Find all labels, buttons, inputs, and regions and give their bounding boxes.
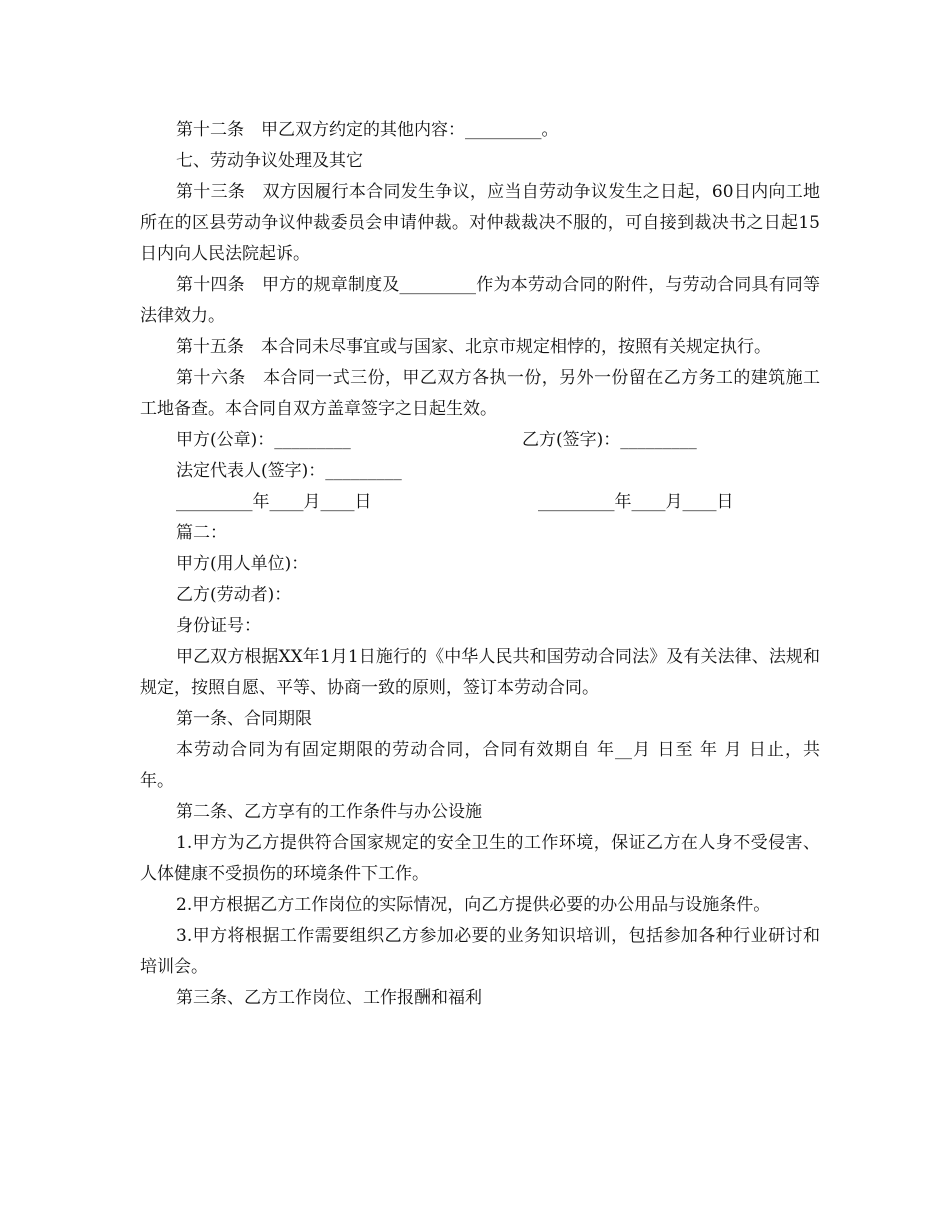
article-2-heading: 第二条、乙方享有的工作条件与办公设施 bbox=[176, 802, 482, 822]
article-1-heading: 第一条、合同期限 bbox=[176, 709, 312, 729]
date-right: _________年____月____日 bbox=[538, 492, 734, 512]
party-b-signature: 乙方(签字)：_________ bbox=[522, 430, 697, 450]
article-2-item-2: 2.甲方根据乙方工作岗位的实际情况，向乙方提供必要的办公用品与设施条件。 bbox=[176, 895, 771, 915]
article-1-text: 本劳动合同为有固定期限的劳动合同，合同有效期自 年__月 日至 年 月 日止，共 年。 bbox=[140, 740, 826, 791]
signature-row-legal-rep bbox=[140, 456, 820, 487]
signature-row-dates bbox=[140, 487, 820, 518]
date-left: _________年____月____日 bbox=[176, 492, 372, 512]
clause-12: 第十二条 甲乙双方约定的其他内容：_________。 bbox=[176, 120, 559, 140]
preamble: 甲乙双方根据XX年1月1日施行的《中华人民共和国劳动合同法》及有关法律、法规和规定，按照自愿、平等、协商一致的原则，签订本劳动合同。 bbox=[140, 647, 820, 698]
clause-13: 第十三条 双方因履行本合同发生争议，应当自劳动争议发生之日起，60日内向工地所在的区县劳动争议仲裁委员会申请仲裁。对仲裁裁决不服的，可自接到裁决书之日起15日内向人民法院起诉。 bbox=[140, 182, 820, 264]
clause-15: 第十五条 本合同未尽事宜或与国家、北京市规定相悖的，按照有关规定执行。 bbox=[176, 337, 771, 357]
article-2-item-1: 1.甲方为乙方提供符合国家规定的安全卫生的工作环境，保证乙方在人身不受侵害、人体健康不受损伤的环境条件下工作。 bbox=[140, 833, 820, 884]
legal-representative-signature: 法定代表人(签字)：_________ bbox=[176, 461, 402, 481]
document-body bbox=[140, 115, 826, 1014]
part-two-heading: 篇二： bbox=[176, 523, 227, 543]
article-2-item-3: 3.甲方将根据工作需要组织乙方参加必要的业务知识培训，包括参加各种行业研讨和培训会。 bbox=[140, 926, 820, 977]
signature-row-parties bbox=[140, 425, 820, 456]
article-3-heading: 第三条、乙方工作岗位、工作报酬和福利 bbox=[176, 988, 482, 1008]
section-heading-dispute: 七、劳动争议处理及其它 bbox=[176, 151, 363, 171]
clause-16: 第十六条 本合同一式三份，甲乙双方各执一份，另外一份留在乙方务工的建筑施工工地备查。本合同自双方盖章签字之日起生效。 bbox=[140, 368, 820, 419]
clause-14: 第十四条 甲方的规章制度及_________作为本劳动合同的附件，与劳动合同具有同等法律效力。 bbox=[140, 275, 820, 326]
id-number: 身份证号： bbox=[176, 616, 261, 636]
party-b-worker: 乙方(劳动者)： bbox=[176, 585, 292, 605]
party-a-employer: 甲方(用人单位)： bbox=[176, 554, 309, 574]
party-a-seal: 甲方(公章)：_________ bbox=[176, 430, 351, 450]
